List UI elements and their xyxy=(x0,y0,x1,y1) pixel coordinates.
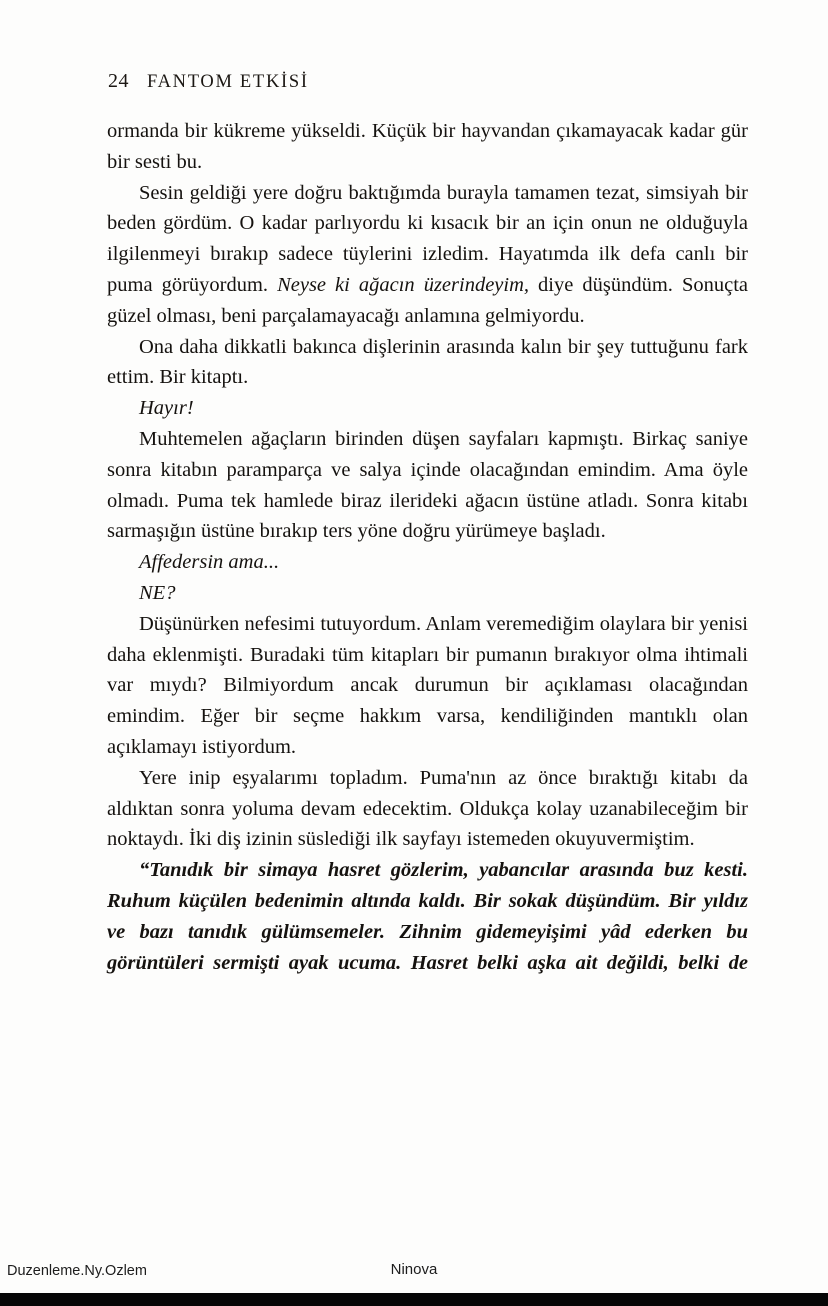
paragraph xyxy=(107,424,748,547)
text-run: Sesin geldiği yere doğru baktığımda burayla tamamen tezat, simsiyah bir beden gördüm. O kadar parlıyordu ki kısacık bir an için onun ne olduğuyla ilgilenmeyi bırakıp sadece tüylerini izledim. Hayatımda ilk defa canlı bir puma görüyordum. xyxy=(107,181,748,296)
italic-run: Hayır! xyxy=(139,397,194,420)
scan-edge-bar xyxy=(0,1293,828,1306)
paragraph xyxy=(107,763,748,855)
paragraph xyxy=(107,578,748,609)
text-run: ormanda bir kükreme yükseldi. Küçük bir hayvandan çıkamayacak kadar gür bir sesti bu. xyxy=(107,120,748,173)
text-run: Muhtemelen ağaçların birinden düşen sayfaları kapmıştı. Birkaç saniye sonra kitabın paramparça ve salya içinde olacağından emindim. Ama öyle olmadı. Puma tek hamlede biraz ilerideki ağacın üstüne atladı. Sonra kitabı sarmaşığın üstüne bırakıp ters yöne doğru yürümeye başladı. xyxy=(107,427,748,543)
text-run: Yere inip eşyalarımı topladım. Puma'nın az önce bıraktığı kitabı da aldıktan sonra yoluma devam edecektim. Oldukça kolay uzanabileceğim bir noktaydı. İki diş izinin süslediği ilk sayfayı istemeden okuyuvermiştim. xyxy=(107,766,748,851)
paragraph-quote xyxy=(107,855,748,978)
publisher-watermark: Ninova xyxy=(390,1261,438,1278)
page-body xyxy=(107,116,748,978)
paragraph xyxy=(107,547,748,578)
text-run: Ona daha dikkatli bakınca dişlerinin arasında kalın bir şey tuttuğunu fark ettim. Bir kitaptı. xyxy=(107,335,748,389)
book-title: FANTOM ETKİSİ xyxy=(147,72,309,92)
paragraph xyxy=(107,178,748,332)
paragraph xyxy=(107,609,748,763)
paragraph xyxy=(107,393,748,424)
page-header xyxy=(108,70,309,93)
page-number: 24 xyxy=(108,70,129,92)
italic-run: NE? xyxy=(139,581,176,604)
italic-run: Neyse ki ağacın üzerindeyim, xyxy=(277,273,530,296)
quote-run: “Tanıdık bir simaya hasret gözlerim, yabancılar arasında buz kesti. Ruhum küçülen bedenimin altında kaldı. Bir sokak düşündüm. Bir yıldız ve bazı tanıdık gülümsemeler. Zihnim gidemeyişimi yâd ederken bu görüntüleri sermişti ayak ucuma. Hasret belki aşka ait değildi, belki de xyxy=(107,859,748,974)
paragraph xyxy=(107,116,748,178)
page-footer xyxy=(0,1260,828,1280)
editor-watermark: Duzenleme.Ny.Ozlem xyxy=(7,1263,147,1279)
italic-run: Affedersin ama... xyxy=(139,551,280,574)
text-run: Düşünürken nefesimi tutuyordum. Anlam veremediğim olaylara bir yenisi daha eklenmişti. Buradaki tüm kitapları bir pumanın bırakıyor olma ihtimali var mıydı? Bilmiyordum ancak durumun bir açıklaması olacağından emindim. Eğer bir seçme hakkım varsa, kendiliğinden mantıklı olan açıklamayı istiyordum. xyxy=(107,612,748,758)
text-run: diye düşündüm. Sonuçta güzel olması, beni parçalamayacağı anlamına gelmiyordu. xyxy=(107,273,749,327)
paragraph xyxy=(107,332,748,394)
